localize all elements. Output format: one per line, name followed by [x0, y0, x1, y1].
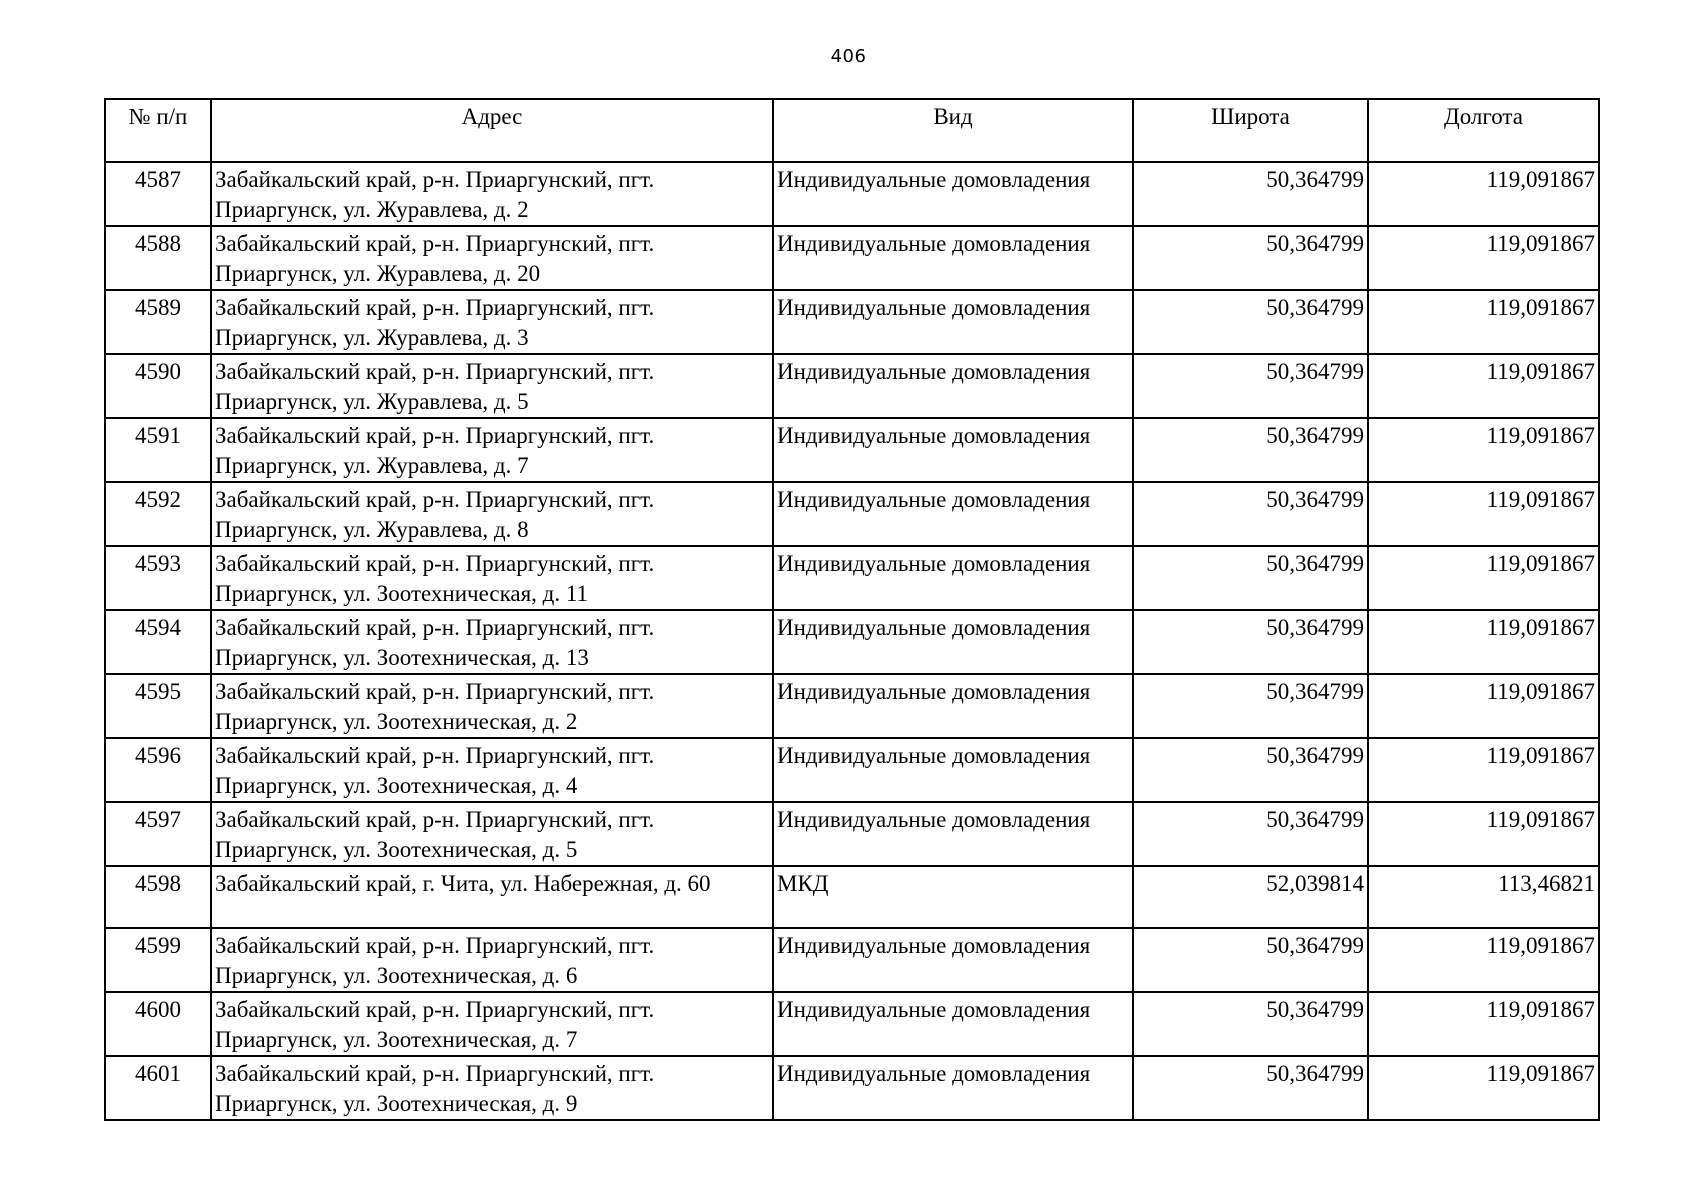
- type-cell: Индивидуальные домовладения: [773, 610, 1133, 674]
- row-number-cell: 4589: [105, 290, 211, 354]
- latitude-cell: 50,364799: [1133, 482, 1368, 546]
- table-row: [105, 928, 1599, 992]
- address-cell: Забайкальский край, р-н. Приаргунский, пгт. Приаргунск, ул. Журавлева, д. 20: [211, 226, 773, 290]
- table-body: [105, 162, 1599, 1120]
- address-cell: Забайкальский край, г. Чита, ул. Набережная, д. 60: [211, 866, 773, 928]
- latitude-cell: 52,039814: [1133, 866, 1368, 928]
- type-cell: Индивидуальные домовладения: [773, 738, 1133, 802]
- latitude-cell: 50,364799: [1133, 992, 1368, 1056]
- longitude-cell: 119,091867: [1368, 1056, 1599, 1120]
- table-row: [105, 738, 1599, 802]
- row-number-cell: 4590: [105, 354, 211, 418]
- row-number-cell: 4597: [105, 802, 211, 866]
- address-cell: Забайкальский край, р-н. Приаргунский, пгт. Приаргунск, ул. Журавлева, д. 7: [211, 418, 773, 482]
- row-number-cell: 4588: [105, 226, 211, 290]
- longitude-cell: 119,091867: [1368, 290, 1599, 354]
- type-cell: Индивидуальные домовладения: [773, 482, 1133, 546]
- row-number-cell: 4591: [105, 418, 211, 482]
- row-number-cell: 4592: [105, 482, 211, 546]
- header-number: № п/п: [105, 99, 211, 162]
- longitude-cell: 119,091867: [1368, 482, 1599, 546]
- latitude-cell: 50,364799: [1133, 162, 1368, 226]
- table-row: [105, 610, 1599, 674]
- address-cell: Забайкальский край, р-н. Приаргунский, пгт. Приаргунск, ул. Зоотехническая, д. 9: [211, 1056, 773, 1120]
- table-row: [105, 418, 1599, 482]
- address-cell: Забайкальский край, р-н. Приаргунский, пгт. Приаргунск, ул. Зоотехническая, д. 7: [211, 992, 773, 1056]
- longitude-cell: 119,091867: [1368, 992, 1599, 1056]
- type-cell: МКД: [773, 866, 1133, 928]
- type-cell: Индивидуальные домовладения: [773, 1056, 1133, 1120]
- header-row: [105, 99, 1599, 162]
- address-cell: Забайкальский край, р-н. Приаргунский, пгт. Приаргунск, ул. Зоотехническая, д. 4: [211, 738, 773, 802]
- latitude-cell: 50,364799: [1133, 418, 1368, 482]
- row-number-cell: 4600: [105, 992, 211, 1056]
- latitude-cell: 50,364799: [1133, 226, 1368, 290]
- longitude-cell: 119,091867: [1368, 738, 1599, 802]
- table-row: [105, 482, 1599, 546]
- address-cell: Забайкальский край, р-н. Приаргунский, пгт. Приаргунск, ул. Зоотехническая, д. 5: [211, 802, 773, 866]
- address-cell: Забайкальский край, р-н. Приаргунский, пгт. Приаргунск, ул. Журавлева, д. 8: [211, 482, 773, 546]
- longitude-cell: 119,091867: [1368, 610, 1599, 674]
- page-number: 406: [830, 46, 867, 67]
- latitude-cell: 50,364799: [1133, 354, 1368, 418]
- type-cell: Индивидуальные домовладения: [773, 546, 1133, 610]
- address-table: [104, 98, 1600, 1121]
- address-cell: Забайкальский край, р-н. Приаргунский, пгт. Приаргунск, ул. Зоотехническая, д. 2: [211, 674, 773, 738]
- header-longitude: Долгота: [1368, 99, 1599, 162]
- type-cell: Индивидуальные домовладения: [773, 226, 1133, 290]
- address-cell: Забайкальский край, р-н. Приаргунский, пгт. Приаргунск, ул. Зоотехническая, д. 13: [211, 610, 773, 674]
- type-cell: Индивидуальные домовладения: [773, 354, 1133, 418]
- longitude-cell: 119,091867: [1368, 546, 1599, 610]
- address-cell: Забайкальский край, р-н. Приаргунский, пгт. Приаргунск, ул. Зоотехническая, д. 6: [211, 928, 773, 992]
- latitude-cell: 50,364799: [1133, 290, 1368, 354]
- longitude-cell: 119,091867: [1368, 162, 1599, 226]
- longitude-cell: 119,091867: [1368, 928, 1599, 992]
- address-cell: Забайкальский край, р-н. Приаргунский, пгт. Приаргунск, ул. Журавлева, д. 5: [211, 354, 773, 418]
- address-cell: Забайкальский край, р-н. Приаргунский, пгт. Приаргунск, ул. Журавлева, д. 3: [211, 290, 773, 354]
- longitude-cell: 119,091867: [1368, 802, 1599, 866]
- latitude-cell: 50,364799: [1133, 1056, 1368, 1120]
- header-type: Вид: [773, 99, 1133, 162]
- row-number-cell: 4601: [105, 1056, 211, 1120]
- latitude-cell: 50,364799: [1133, 546, 1368, 610]
- row-number-cell: 4595: [105, 674, 211, 738]
- header-address: Адрес: [211, 99, 773, 162]
- type-cell: Индивидуальные домовладения: [773, 992, 1133, 1056]
- longitude-cell: 119,091867: [1368, 674, 1599, 738]
- row-number-cell: 4594: [105, 610, 211, 674]
- type-cell: Индивидуальные домовладения: [773, 674, 1133, 738]
- longitude-cell: 119,091867: [1368, 418, 1599, 482]
- address-cell: Забайкальский край, р-н. Приаргунский, пгт. Приаргунск, ул. Зоотехническая, д. 11: [211, 546, 773, 610]
- table-row: [105, 674, 1599, 738]
- address-cell: Забайкальский край, р-н. Приаргунский, пгт. Приаргунск, ул. Журавлева, д. 2: [211, 162, 773, 226]
- table-row: [105, 546, 1599, 610]
- row-number-cell: 4596: [105, 738, 211, 802]
- longitude-cell: 113,46821: [1368, 866, 1599, 928]
- longitude-cell: 119,091867: [1368, 226, 1599, 290]
- type-cell: Индивидуальные домовладения: [773, 162, 1133, 226]
- latitude-cell: 50,364799: [1133, 738, 1368, 802]
- latitude-cell: 50,364799: [1133, 674, 1368, 738]
- table-row: [105, 802, 1599, 866]
- table-row: [105, 226, 1599, 290]
- table-row: [105, 992, 1599, 1056]
- table-header: [105, 99, 1599, 162]
- latitude-cell: 50,364799: [1133, 802, 1368, 866]
- row-number-cell: 4587: [105, 162, 211, 226]
- latitude-cell: 50,364799: [1133, 610, 1368, 674]
- type-cell: Индивидуальные домовладения: [773, 802, 1133, 866]
- row-number-cell: 4598: [105, 866, 211, 928]
- header-latitude: Широта: [1133, 99, 1368, 162]
- table-row: [105, 162, 1599, 226]
- table-row: [105, 290, 1599, 354]
- table-row: [105, 1056, 1599, 1120]
- row-number-cell: 4593: [105, 546, 211, 610]
- longitude-cell: 119,091867: [1368, 354, 1599, 418]
- table-row: [105, 866, 1599, 928]
- type-cell: Индивидуальные домовладения: [773, 418, 1133, 482]
- latitude-cell: 50,364799: [1133, 928, 1368, 992]
- type-cell: Индивидуальные домовладения: [773, 928, 1133, 992]
- table-row: [105, 354, 1599, 418]
- type-cell: Индивидуальные домовладения: [773, 290, 1133, 354]
- row-number-cell: 4599: [105, 928, 211, 992]
